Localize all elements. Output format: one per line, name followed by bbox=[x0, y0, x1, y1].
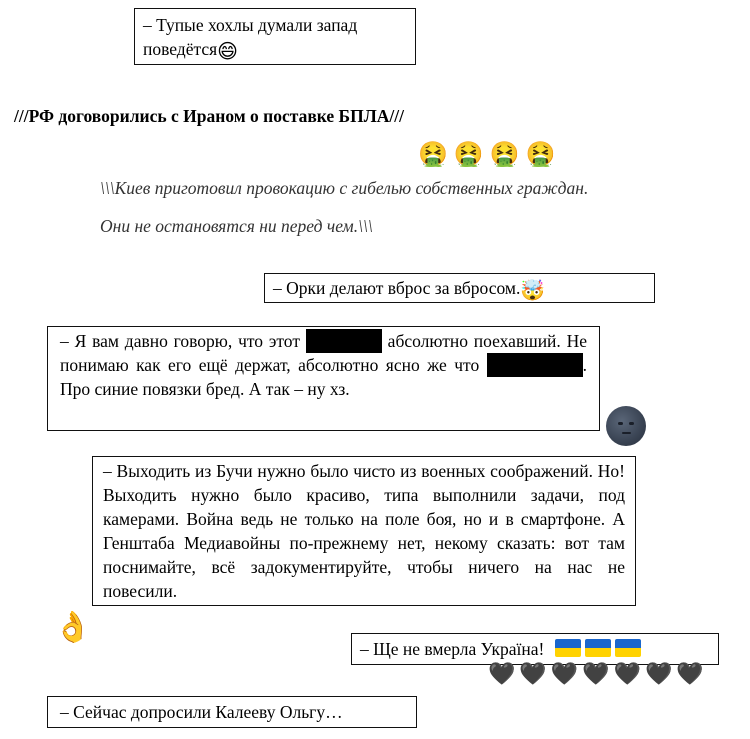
message-box-3 bbox=[47, 326, 600, 431]
redaction-bar-1 bbox=[306, 329, 382, 353]
quote-line-2: Они не остановятся ни перед чем.\\\ bbox=[100, 216, 373, 236]
message-box-6 bbox=[47, 696, 417, 728]
news-heading: ///РФ договорились с Ираном о поставке БПЛА/// bbox=[14, 106, 405, 126]
message-text-part-1: – Я вам давно говорю, что этот bbox=[60, 331, 300, 351]
new-moon-face-icon bbox=[606, 406, 646, 446]
message-box-2 bbox=[264, 273, 655, 303]
ukraine-flag-icon bbox=[585, 639, 611, 657]
ukraine-flag-icon bbox=[615, 639, 641, 657]
message-text: – Тупые хохлы думали запад поведётся bbox=[143, 15, 358, 59]
message-text: – Ще не вмерла Україна! bbox=[360, 639, 545, 659]
exploding-head-emoji-icon: 🤯 bbox=[520, 278, 546, 302]
vomiting-face-emoji-icon: 🤮🤮🤮🤮 bbox=[418, 140, 562, 168]
ukraine-flags bbox=[555, 637, 645, 661]
message-box-1 bbox=[134, 8, 416, 65]
grinning-face-emoji-icon: 😄 bbox=[217, 39, 239, 63]
ok-hand-emoji-icon: 👌 bbox=[54, 610, 92, 645]
black-heart-emoji-icon: 🖤🖤🖤🖤🖤🖤🖤 bbox=[488, 662, 708, 687]
message-text: – Выходить из Бучи нужно было чисто из военных соображений. Но! Выходить нужно было красиво, типа выполнили задачи, под камерами. Война ведь не только на поле боя, но и в смартфоне. А Генштаба Медиавойны по-прежнему нет, некому сказать: вот там поснимайте, всё задокументируйте, чтобы ничего на нас не повесили. bbox=[103, 461, 625, 601]
message-text: – Сейчас допросили Калееву Ольгу… bbox=[60, 702, 343, 722]
message-text: – Орки делают вброс за вбросом. bbox=[273, 278, 521, 298]
message-box-4 bbox=[92, 456, 636, 606]
ukraine-flag-icon bbox=[555, 639, 581, 657]
quote-line-1: \\\Киев приготовил провокацию с гибелью собственных граждан. bbox=[100, 178, 589, 198]
message-text-part-2: абсолютно поехавший. Не понимаю как его ещё держат, абсолютно ясно же что bbox=[60, 331, 588, 375]
message-text-part-3: . Про синие повязки бред. А так – ну хз. bbox=[60, 355, 588, 399]
message-box-5 bbox=[351, 633, 719, 665]
redaction-bar-2 bbox=[487, 353, 583, 377]
